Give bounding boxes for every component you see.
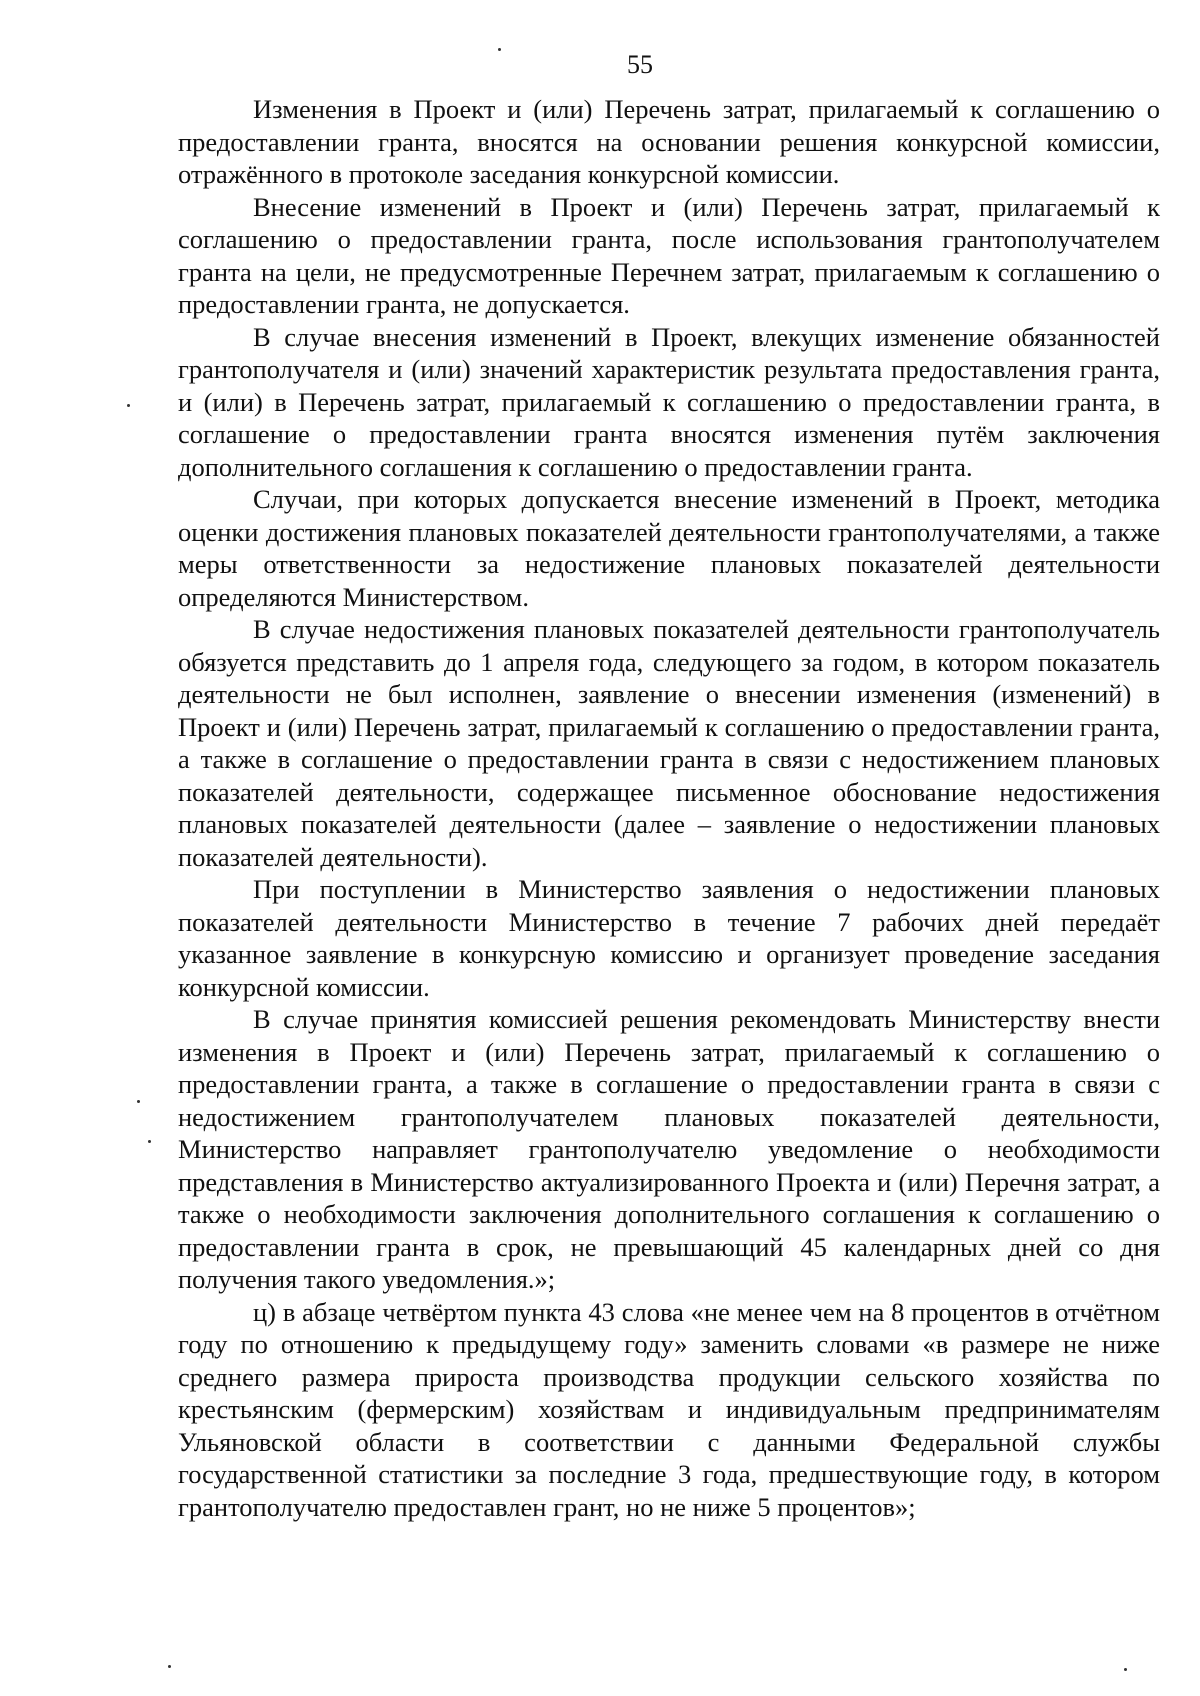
page-number: 55 bbox=[627, 50, 653, 79]
paragraph: В случае недостижения плановых показателей деятельности грантополучатель обязуется представить до 1 апреля года, следующего за годом, в котором показатель деятельности не был исполнен, заявление о внесении изменения (изменений) в Проект и (или) Перечень затрат, прилагаемый к соглашению о предоставлении гранта, а также в соглашение о предоставлении гранта в связи с недостижением плановых показателей деятельности, содержащее письменное обоснование недостижения плановых показателей деятельности (далее – заявление о недостижении плановых показателей деятельности). bbox=[178, 614, 1160, 872]
paragraph: Изменения в Проект и (или) Перечень затрат, прилагаемый к соглашению о предоставлении гранта, вносятся на основании решения конкурсной комиссии, отражённого в протоколе заседания конкурсной комиссии. bbox=[178, 94, 1160, 189]
paragraph: ц) в абзаце четвёртом пункта 43 слова «не менее чем на 8 процентов в отчётном году по отношению к предыдущему году» заменить словами «в размере не ниже среднего размера прироста производства продукции сельского хозяйства по крестьянским (фермерским) хозяйствам и индивидуальным предпринимателям Ульяновской области в соответствии с данными Федеральной службы государственной статистики за последние 3 года, предшествующие году, в котором грантополучателю предоставлен грант, но не ниже 5 процентов»; bbox=[178, 1296, 1160, 1522]
scan-speck bbox=[127, 404, 130, 407]
scan-speck bbox=[1124, 1668, 1127, 1671]
paragraph: В случае внесения изменений в Проект, влекущих изменение обязанностей грантополучателя и (или) значений характеристик результата предоставления гранта, и (или) в Перечень затрат, прилагаемый к соглашению о предоставлении гранта, в соглашение о предоставлении гранта вносятся изменения путём заключения дополнительного соглашения к соглашению о предоставлении гранта. bbox=[178, 321, 1160, 482]
scan-speck bbox=[168, 1665, 171, 1668]
scan-speck bbox=[137, 1100, 140, 1103]
scan-speck bbox=[148, 1140, 151, 1143]
scan-speck bbox=[498, 48, 501, 51]
paragraph: Внесение изменений в Проект и (или) Перечень затрат, прилагаемый к соглашению о предоставлении гранта, после использования грантополучателем гранта на цели, не предусмотренные Перечнем затрат, прилагаемым к соглашению о предоставлении гранта, не допускается. bbox=[178, 191, 1160, 319]
paragraph: Случаи, при которых допускается внесение изменений в Проект, методика оценки достижения плановых показателей деятельности грантополучателями, а также меры ответственности за недостижение плановых показателей деятельности определяются Министерством. bbox=[178, 484, 1160, 612]
document-body bbox=[178, 93, 1160, 1523]
paragraph: В случае принятия комиссией решения рекомендовать Министерству внести изменения в Проект и (или) Перечень затрат, прилагаемый к соглашению о предоставлении гранта, а также в соглашение о предоставлении гранта в связи с недостижением грантополучателем плановых показателей деятельности, Министерство направляет грантополучателю уведомление о необходимости представления в Министерство актуализированного Проекта и (или) Перечня затрат, а также о необходимости заключения дополнительного соглашения к соглашению о предоставлении гранта в срок, не превышающий 45 календарных дней со дня получения такого уведомления.»; bbox=[178, 1004, 1160, 1294]
paragraph: При поступлении в Министерство заявления о недостижении плановых показателей деятельности Министерство в течение 7 рабочих дней передаёт указанное заявление в конкурсную комиссию и организует проведение заседания конкурсной комиссии. bbox=[178, 874, 1160, 1002]
